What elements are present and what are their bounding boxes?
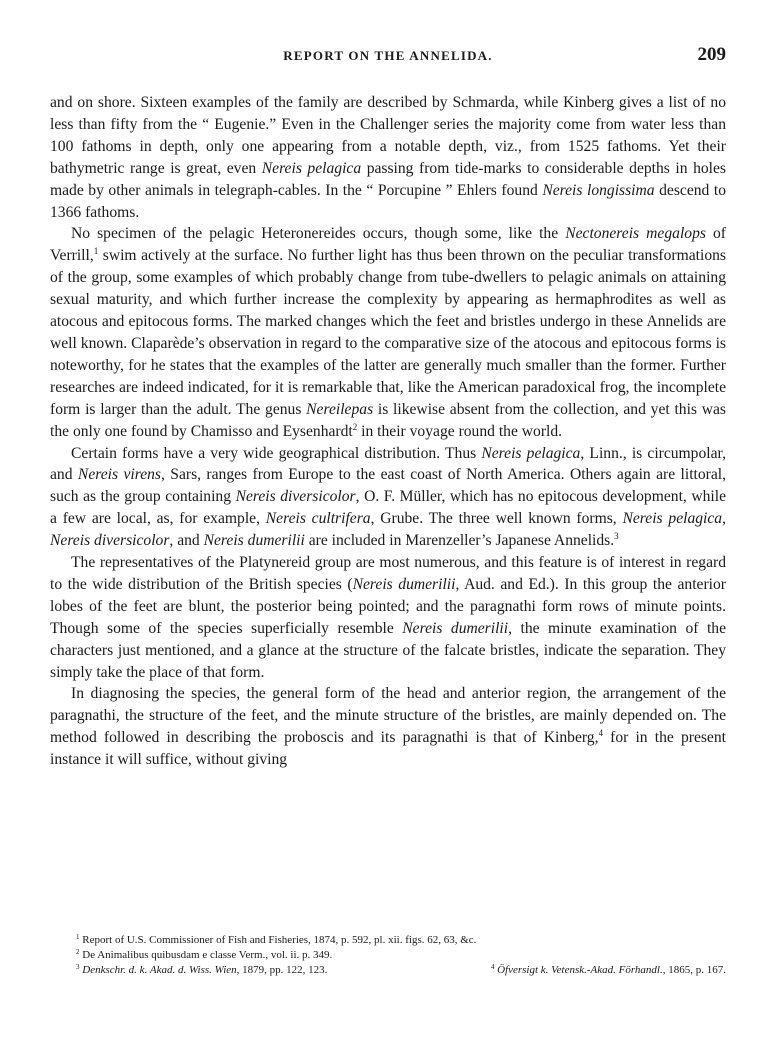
footnote-marker: 4 [490,963,495,971]
text-run: , O. F. Müller, which has no epitocous development, while a few are local, as, for example, [50,488,726,528]
text-run: swim actively at the surface. No further light has thus been thrown on the peculiar transformations of the group, some examples of which probably change from tube-dwellers to pelagic animals on attaining sexual maturity, and which further increase the complexity by appearing as hermaphrodites as well as atocous and epitocous forms. The marked changes which the feet and bristles undergo in these Annelids are well known. Claparède’s observation in regard to the comparative size of the atocous and epitocous forms is noteworthy, for he states that the examples of the latter are generally much smaller than the former. Further researches are indeed indicated, for it is remarkable that, like the American paradoxical frog, the incomplete form is larger than the adult. The genus [50,247,726,418]
italic-text: Nereis virens [77,466,161,484]
italic-text: Nereis diversicolor [235,488,356,506]
paragraph [50,223,726,442]
text-run: is likewise absent from the collection, and yet this was the only one found by Chamisso and Eysenhardt [50,400,726,440]
footnote-3 [76,963,327,978]
text-run: The representatives of the Platynereid group are most numerous, and this feature is of interest in regard to the wide distribution of the British species ( [50,554,726,593]
footnote-marker: 4 [598,728,603,739]
italic-text: Nereis pelagica [481,444,581,462]
text-run: , 1879, pp. 122, 123. [236,964,328,976]
text-run: , Grube. The three well known forms, [370,510,623,528]
footnote-marker: 2 [352,421,358,432]
footnotes [76,933,726,978]
text-run: , Linn., is circumpolar, and [50,444,727,484]
running-head: REPORT ON THE ANNELIDA. [283,48,493,63]
italic-text: Nereis diversicolor [50,532,170,550]
footnote-row [76,963,726,978]
body-text [50,92,726,771]
italic-text: Nereis pelagica [261,159,362,177]
text-run: Report of U.S. Commissioner of Fish and Fisheries, 1874, p. 592, pl. xii. figs. 62, 63, &c. [79,934,477,946]
footnote-1 [76,933,726,948]
text-run: for in the present instance it will suffice, without giving [50,729,726,769]
italic-text: Nereis pelagica [622,510,723,528]
italic-text: Nereis cultrifera [265,510,371,528]
italic-text: Nereis dumerilii [402,619,509,637]
text-run: and on shore. Sixteen examples of the family are described by Schmarda, while Kinberg gives a list of no less than fifty from the “ Eugenie.” Even in the Challenger series the majority come from water less than 100 fathoms in depth, only one appearing from a notable depth, viz., from 1525 fathoms. Yet their bathymetric range is great, even [50,94,726,177]
italic-text: Nereis dumerilii [203,532,305,550]
text-run: descend to 1366 fathoms. [50,181,726,221]
italic-text: Öfversigt k. Vetensk.-Akad. Förhandl. [497,964,663,976]
paragraph [50,552,726,683]
footnote-2 [76,948,726,963]
page-header [50,44,726,68]
footnote-4 [491,963,726,978]
italic-text: Nereilepas [306,400,374,418]
footnote-marker: 2 [76,948,80,956]
text-run: , and [169,532,204,550]
text-run: No specimen of the pelagic Heteronereides occurs, though some, like the [71,225,566,243]
italic-text: Nereis dumerilii [352,575,456,593]
page-number: 209 [697,44,726,65]
footnote-marker: 1 [76,933,80,941]
paragraph [50,92,726,223]
text-run: , the minute examination of the characters just mentioned, and a glance at the structure of the falcate bristles, indicate the separation. They simply take the place of that form. [50,619,726,681]
text-run: , [722,510,726,528]
footnote-marker: 3 [76,963,80,971]
text-run: , Sars, ranges from Europe to the east coast of North America. Others again are littoral, such as the group containing [50,466,726,506]
text-run: passing from tide-marks to considerable depths in holes made by other animals in telegraph-cables. In the “ Porcupine ” Ehlers found [50,159,726,199]
italic-text: Nereis longissima [542,181,655,199]
text-run: , 1865, p. 167. [662,964,726,976]
footnote-marker: 3 [614,531,619,542]
paragraph [50,443,726,553]
text-run: Certain forms have a very wide geographical distribution. Thus [71,444,482,462]
italic-text: Denkschr. d. k. Akad. d. Wiss. Wien [82,964,237,976]
text-run: are included in Marenzeller’s Japanese Annelids. [304,532,615,550]
footnote-marker: 1 [93,246,99,257]
text-run: De Animalibus quibusdam e classe Verm., vol. ii. p. 349. [79,949,333,961]
text-run: of Verrill, [50,225,726,265]
paragraph [50,683,726,771]
text-run: , Aud. and Ed.). In this group the anterior lobes of the feet are blunt, the posterior being pointed; and the paragnathi form rows of minute points. Though some of the species superficially resemble [50,575,726,637]
italic-text: Nectonereis megalops [565,225,706,243]
text-run: in their voyage round the world. [357,422,563,440]
text-run: In diagnosing the species, the general form of the head and anterior region, the arrangement of the paragnathi, the structure of the feet, and the minute structure of the bristles, are mainly depended on. The method followed in describing the proboscis and its paragnathi is that of Kinberg, [50,685,726,747]
